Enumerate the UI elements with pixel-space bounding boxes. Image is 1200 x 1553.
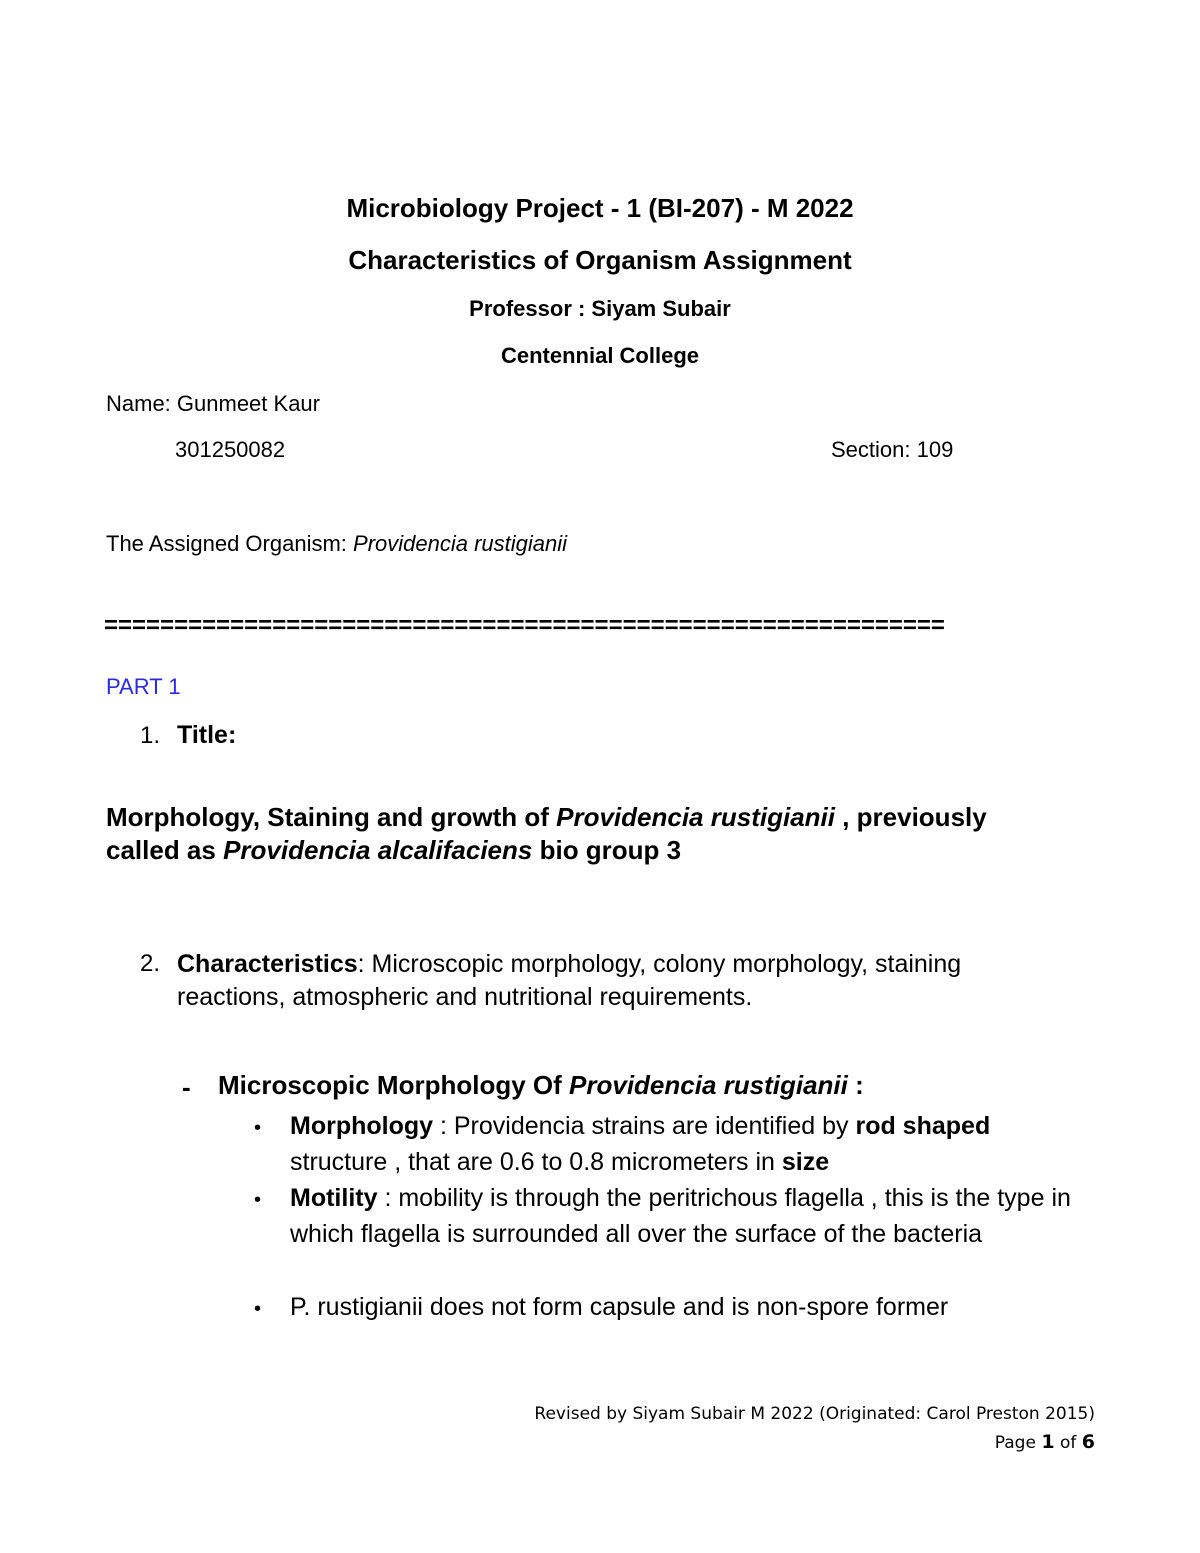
page-total: 6: [1081, 1431, 1095, 1453]
project-title-text: [106, 801, 1066, 867]
title-organism-current: Providencia rustigianii: [556, 802, 835, 832]
item-2-number: 2.: [140, 950, 161, 977]
student-name: Name: Gunmeet Kaur: [106, 391, 320, 416]
bullet-label: Motility: [290, 1184, 378, 1212]
characteristics-text: : Microscopic morphology, colony morphology, staining reactions, atmospheric and nutritional requirements.: [177, 950, 962, 1011]
student-id: 301250082: [175, 437, 286, 462]
bullet-motility: [290, 1180, 1080, 1252]
page-current: 1: [1041, 1431, 1055, 1453]
assigned-organism-name: Providencia rustigianii: [353, 531, 568, 556]
section-number: Section: 109: [831, 437, 954, 462]
item-1-number: 1.: [140, 722, 161, 749]
footer-revision-note: Revised by Siyam Subair M 2022 (Originated: Carol Preston 2015): [534, 1404, 1095, 1424]
sub-item-dash: -: [182, 1072, 191, 1102]
bullet-icon: •: [254, 1117, 262, 1139]
bullet-text: : Providencia strains are identified by: [433, 1112, 856, 1140]
bullet-icon: •: [254, 1189, 262, 1211]
document-title: Microbiology Project - 1 (BI-207) - M 2022: [346, 193, 854, 223]
bullet-text: : mobility is through the peritrichous flagella , this is the type in which flagella is surrounded all over the surface of the bacteria: [290, 1184, 1071, 1248]
title-organism-previous: Providencia alcalifaciens: [223, 835, 533, 865]
bullet-emphasis: size: [781, 1148, 830, 1176]
college-line: Centennial College: [500, 343, 700, 368]
heading-text-part: Microscopic Morphology Of: [218, 1070, 570, 1100]
heading-organism: Providencia rustigianii: [569, 1070, 848, 1100]
professor-line: Professor : Siyam Subair: [469, 296, 731, 321]
characteristics-item: [177, 948, 1067, 1014]
item-1-label: Title:: [177, 721, 237, 749]
title-text-part: , previously called as: [106, 802, 987, 865]
part-heading: PART 1: [106, 674, 181, 699]
title-text-part: Morphology, Staining and growth of: [106, 802, 557, 832]
assigned-organism: [106, 531, 567, 557]
page-prefix: Page: [994, 1433, 1042, 1453]
bullet-morphology: [290, 1108, 1080, 1180]
page-separator: of: [1054, 1433, 1082, 1453]
divider-line: ============================================================: [104, 612, 945, 639]
bullet-label: Morphology: [290, 1112, 434, 1140]
bullet-emphasis: rod shaped: [855, 1112, 991, 1140]
characteristics-label: Characteristics: [177, 950, 358, 978]
assigned-organism-label: The Assigned Organism:: [106, 531, 354, 556]
bullet-icon: •: [254, 1298, 262, 1320]
bullet-text: structure , that are 0.6 to 0.8 micrometers in: [290, 1148, 782, 1176]
title-text-part: bio group 3: [532, 835, 682, 865]
microscopic-morphology-heading: [218, 1070, 864, 1101]
bullet-capsule: [290, 1289, 1080, 1325]
heading-text-part: :: [847, 1070, 864, 1100]
document-subtitle: Characteristics of Organism Assignment: [348, 245, 852, 275]
bullet-text: P. rustigianii does not form capsule and is non-spore former: [290, 1293, 949, 1321]
footer-page-number: [995, 1431, 1095, 1453]
